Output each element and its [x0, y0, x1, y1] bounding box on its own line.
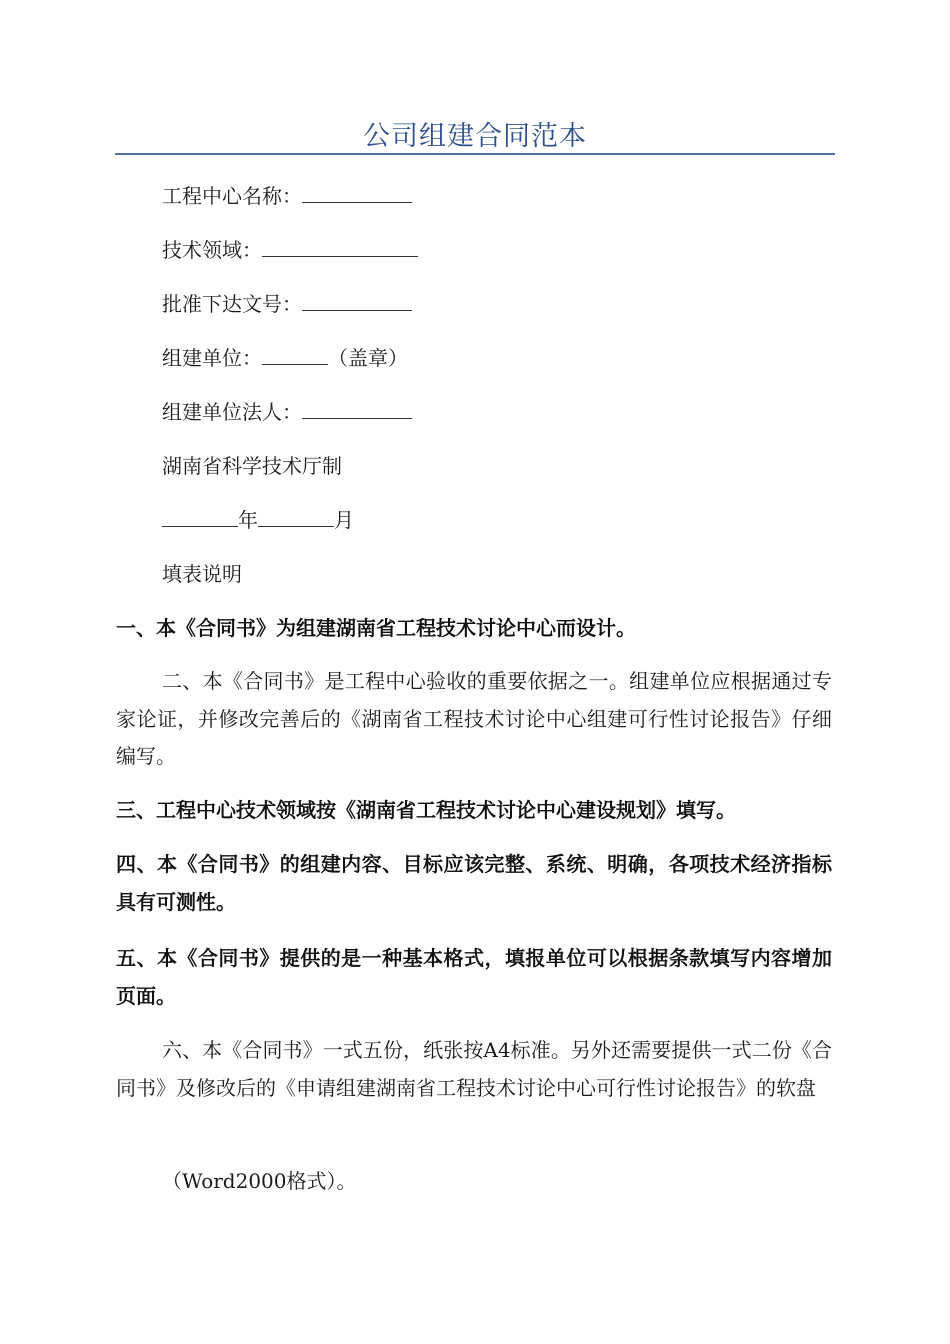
- instruction-item-2: 二、本《合同书》是工程中心验收的重要依据之一。组建单位应根据通过专家论证，并修改完善后的《湖南省工程技术讨论中心组建可行性讨论报告》仔细编写。: [116, 669, 832, 768]
- month-char: 月: [334, 508, 354, 532]
- instruction-item-5: 五、本《合同书》提供的是一种基本格式，填报单位可以根据条款填写内容增加页面。: [116, 946, 832, 1008]
- instruction-item-1: 一、本《合同书》为组建湖南省工程技术讨论中心而设计。: [116, 616, 636, 640]
- fill-blank: [302, 292, 412, 311]
- fill-blank: [262, 346, 328, 365]
- field-label: 组建单位法人：: [162, 400, 302, 424]
- field-legal-representative: [162, 400, 412, 424]
- instructions-heading: 填表说明: [162, 562, 242, 586]
- issuer-line: 湖南省科学技术厅制: [162, 454, 342, 478]
- year-char: 年: [238, 508, 258, 532]
- title-underline: [115, 153, 835, 155]
- field-label: 工程中心名称：: [162, 184, 302, 208]
- fill-blank: [262, 238, 418, 257]
- instruction-item-3: 三、工程中心技术领域按《湖南省工程技术讨论中心建设规划》填写。: [116, 798, 736, 822]
- document-title: 公司组建合同范本: [363, 121, 587, 152]
- format-note: （Word2000格式）。: [162, 1169, 357, 1193]
- fill-blank: [302, 184, 412, 203]
- field-organizing-unit: [162, 346, 408, 370]
- date-line: [162, 508, 354, 532]
- field-label: 组建单位：: [162, 346, 262, 370]
- seal-note: （盖章）: [328, 346, 408, 370]
- fill-blank: [302, 400, 412, 419]
- field-technical-domain: [162, 238, 418, 262]
- month-blank: [258, 508, 334, 527]
- field-engineering-center-name: [162, 184, 412, 208]
- field-approval-number: [162, 292, 412, 316]
- year-blank: [162, 508, 238, 527]
- field-label: 批准下达文号：: [162, 292, 302, 316]
- instruction-item-4: 四、本《合同书》的组建内容、目标应该完整、系统、明确，各项技术经济指标具有可测性。: [116, 852, 832, 914]
- field-label: 技术领域：: [162, 238, 262, 262]
- instruction-item-6: 六、本《合同书》一式五份，纸张按A4标准。另外还需要提供一式二份《合同书》及修改后的《申请组建湖南省工程技术讨论中心可行性讨论报告》的软盘: [116, 1038, 832, 1100]
